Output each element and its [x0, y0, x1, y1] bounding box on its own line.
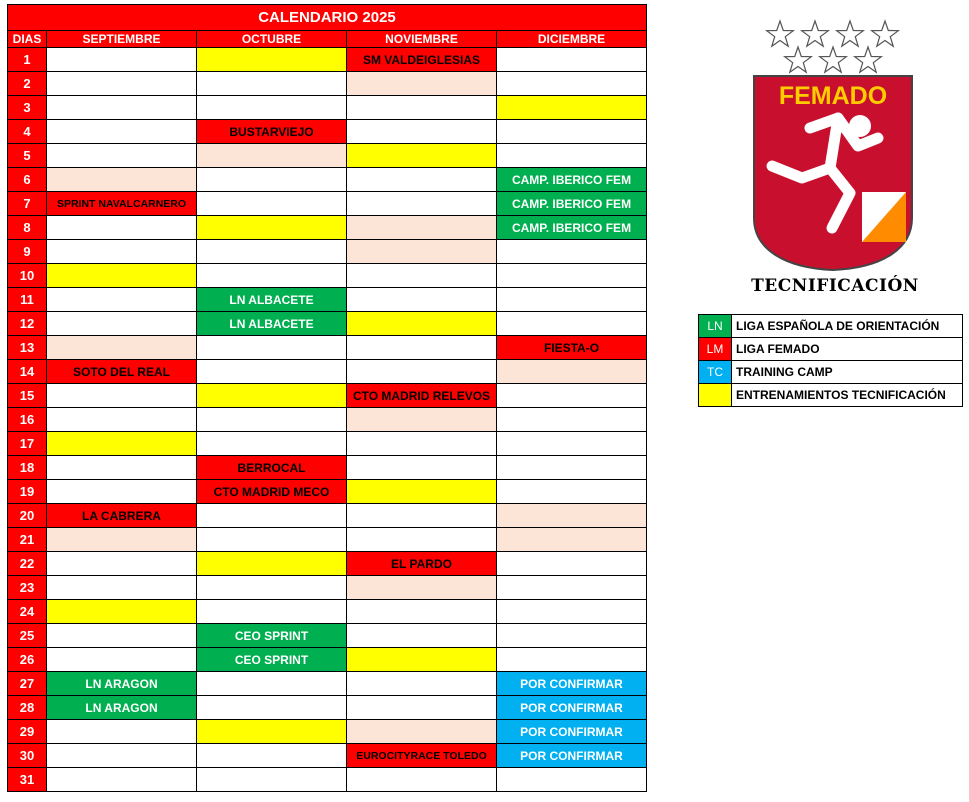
- calendar-cell: SPRINT NAVALCARNERO: [47, 192, 197, 216]
- legend-code: LN: [699, 315, 732, 338]
- day-number: 23: [8, 576, 47, 600]
- calendar-cell: [197, 192, 347, 216]
- legend-code: TC: [699, 361, 732, 384]
- header-octubre: OCTUBRE: [197, 31, 347, 48]
- calendar-cell: CTO MADRID RELEVOS: [347, 384, 497, 408]
- calendar-cell: CAMP. IBERICO FEM: [497, 168, 647, 192]
- legend-code: [699, 384, 732, 407]
- day-number: 29: [8, 720, 47, 744]
- calendar-row: [8, 720, 647, 744]
- calendar-cell: LN ALBACETE: [197, 288, 347, 312]
- calendar-row: [8, 744, 647, 768]
- calendar-cell: [197, 576, 347, 600]
- calendar-cell: CEO SPRINT: [197, 648, 347, 672]
- legend-row: [699, 315, 963, 338]
- calendar-row: [8, 480, 647, 504]
- calendar-table: [7, 4, 647, 792]
- calendar-cell: CEO SPRINT: [197, 624, 347, 648]
- day-number: 24: [8, 600, 47, 624]
- calendar-row: [8, 192, 647, 216]
- legend-body: [699, 315, 963, 407]
- calendar-cell: [47, 480, 197, 504]
- day-number: 6: [8, 168, 47, 192]
- day-number: 15: [8, 384, 47, 408]
- day-number: 9: [8, 240, 47, 264]
- day-number: 8: [8, 216, 47, 240]
- day-number: 25: [8, 624, 47, 648]
- legend-label: LIGA ESPAÑOLA DE ORIENTACIÓN: [732, 315, 963, 338]
- calendar-row: [8, 408, 647, 432]
- calendar-cell: [497, 504, 647, 528]
- calendar-cell: [497, 96, 647, 120]
- calendar-cell: [497, 432, 647, 456]
- orienteering-flag-icon: [862, 192, 906, 242]
- calendar-cell: [47, 648, 197, 672]
- calendar-cell: [347, 696, 497, 720]
- calendar-cell: [347, 480, 497, 504]
- calendar-cell: [47, 720, 197, 744]
- calendar-cell: [347, 504, 497, 528]
- calendar-cell: [347, 720, 497, 744]
- day-number: 14: [8, 360, 47, 384]
- calendar-cell: [47, 336, 197, 360]
- calendar-row: [8, 96, 647, 120]
- calendar-cell: [347, 96, 497, 120]
- calendar-cell: [497, 264, 647, 288]
- calendar-cell: [497, 288, 647, 312]
- calendar-cell: [47, 312, 197, 336]
- calendar-cell: [197, 408, 347, 432]
- calendar-cell: [497, 360, 647, 384]
- calendar-cell: [347, 192, 497, 216]
- day-number: 28: [8, 696, 47, 720]
- calendar-cell: [47, 552, 197, 576]
- calendar-cell: [197, 240, 347, 264]
- calendar-cell: [47, 288, 197, 312]
- calendar-cell: [347, 312, 497, 336]
- calendar-cell: [47, 768, 197, 792]
- calendar-cell: [497, 384, 647, 408]
- calendar-cell: CAMP. IBERICO FEM: [497, 192, 647, 216]
- calendar-cell: [497, 648, 647, 672]
- calendar-row: [8, 144, 647, 168]
- calendar-cell: [497, 240, 647, 264]
- calendar-cell: [347, 360, 497, 384]
- calendar-cell: CAMP. IBERICO FEM: [497, 216, 647, 240]
- calendar-row: [8, 456, 647, 480]
- calendar-cell: [497, 48, 647, 72]
- calendar-cell: LN ARAGON: [47, 672, 197, 696]
- header-septiembre: SEPTIEMBRE: [47, 31, 197, 48]
- calendar-cell: [347, 408, 497, 432]
- calendar-cell: [497, 768, 647, 792]
- calendar-cell: [47, 408, 197, 432]
- day-number: 13: [8, 336, 47, 360]
- calendar-cell: [497, 552, 647, 576]
- day-number: 5: [8, 144, 47, 168]
- calendar-cell: [197, 768, 347, 792]
- calendar-cell: [497, 576, 647, 600]
- calendar-cell: FIESTA-O: [497, 336, 647, 360]
- calendar-cell: [47, 384, 197, 408]
- calendar-cell: [47, 744, 197, 768]
- calendar-cell: LN ALBACETE: [197, 312, 347, 336]
- calendar-cell: [197, 360, 347, 384]
- day-number: 22: [8, 552, 47, 576]
- calendar-cell: [347, 168, 497, 192]
- calendar-cell: CTO MADRID MECO: [197, 480, 347, 504]
- calendar-row: [8, 288, 647, 312]
- calendar-cell: EUROCITYRACE TOLEDO: [347, 744, 497, 768]
- calendar-row: [8, 528, 647, 552]
- calendar-cell: [197, 696, 347, 720]
- calendar-cell: [197, 720, 347, 744]
- legend-label: LIGA FEMADO: [732, 338, 963, 361]
- calendar-cell: [197, 168, 347, 192]
- calendar-row: [8, 360, 647, 384]
- day-number: 10: [8, 264, 47, 288]
- day-number: 2: [8, 72, 47, 96]
- logo-caption: TECNIFICACIÓN: [751, 276, 919, 296]
- day-number: 3: [8, 96, 47, 120]
- legend-table: [698, 314, 963, 407]
- calendar-cell: [347, 264, 497, 288]
- calendar-cell: [347, 240, 497, 264]
- calendar-cell: [497, 120, 647, 144]
- calendar-cell: [497, 72, 647, 96]
- calendar-row: [8, 552, 647, 576]
- calendar-cell: [47, 96, 197, 120]
- calendar-cell: [197, 48, 347, 72]
- calendar-row: [8, 504, 647, 528]
- calendar-row: [8, 432, 647, 456]
- legend-row: [699, 384, 963, 407]
- calendar-cell: [497, 456, 647, 480]
- calendar-cell: [197, 384, 347, 408]
- calendar-cell: [347, 672, 497, 696]
- calendar-body: [8, 48, 647, 792]
- calendar-cell: [347, 600, 497, 624]
- calendar-cell: [347, 648, 497, 672]
- calendar-row: [8, 216, 647, 240]
- calendar-cell: BUSTARVIEJO: [197, 120, 347, 144]
- calendar-cell: [197, 144, 347, 168]
- calendar-cell: [497, 144, 647, 168]
- calendar-row: [8, 168, 647, 192]
- calendar-row: [8, 384, 647, 408]
- calendar-cell: [47, 48, 197, 72]
- calendar-cell: [197, 216, 347, 240]
- day-number: 21: [8, 528, 47, 552]
- logo-text: FEMADO: [778, 82, 888, 110]
- calendar-cell: [47, 120, 197, 144]
- calendar-cell: [347, 120, 497, 144]
- calendar-row: [8, 648, 647, 672]
- calendar-cell: [47, 528, 197, 552]
- day-number: 19: [8, 480, 47, 504]
- calendar-cell: [197, 600, 347, 624]
- day-number: 30: [8, 744, 47, 768]
- calendar-row: [8, 600, 647, 624]
- calendar-cell: POR CONFIRMAR: [497, 696, 647, 720]
- day-number: 27: [8, 672, 47, 696]
- calendar-cell: [197, 552, 347, 576]
- day-number: 17: [8, 432, 47, 456]
- calendar-cell: [497, 480, 647, 504]
- calendar-cell: [47, 216, 197, 240]
- calendar-cell: EL PARDO: [347, 552, 497, 576]
- calendar-cell: [347, 768, 497, 792]
- calendar-cell: [47, 144, 197, 168]
- calendar-cell: [197, 672, 347, 696]
- calendar-cell: [47, 456, 197, 480]
- calendar-cell: [497, 528, 647, 552]
- calendar-cell: [197, 744, 347, 768]
- calendar-cell: [347, 72, 497, 96]
- calendar-cell: [197, 96, 347, 120]
- legend-label: ENTRENAMIENTOS TECNIFICACIÓN: [732, 384, 963, 407]
- calendar-cell: BERROCAL: [197, 456, 347, 480]
- calendar-row: [8, 240, 647, 264]
- calendar-cell: POR CONFIRMAR: [497, 672, 647, 696]
- calendar-cell: [497, 312, 647, 336]
- calendar-cell: [347, 336, 497, 360]
- legend-code: LM: [699, 338, 732, 361]
- femado-logo: [750, 18, 920, 300]
- calendar-row: [8, 672, 647, 696]
- calendar-cell: [197, 336, 347, 360]
- day-number: 18: [8, 456, 47, 480]
- calendar-cell: SOTO DEL REAL: [47, 360, 197, 384]
- calendar-cell: [347, 288, 497, 312]
- calendar-row: [8, 120, 647, 144]
- calendar-cell: POR CONFIRMAR: [497, 720, 647, 744]
- calendar-cell: [197, 432, 347, 456]
- day-number: 31: [8, 768, 47, 792]
- day-number: 4: [8, 120, 47, 144]
- day-number: 7: [8, 192, 47, 216]
- calendar-row: [8, 264, 647, 288]
- calendar-row: [8, 72, 647, 96]
- calendar-row: [8, 768, 647, 792]
- calendar-cell: [197, 72, 347, 96]
- calendar-cell: [47, 432, 197, 456]
- legend-label: TRAINING CAMP: [732, 361, 963, 384]
- calendar-cell: [347, 216, 497, 240]
- calendar-cell: [47, 168, 197, 192]
- calendar-cell: POR CONFIRMAR: [497, 744, 647, 768]
- calendar-cell: [47, 600, 197, 624]
- calendar-cell: [347, 456, 497, 480]
- calendar-cell: [497, 624, 647, 648]
- header-dias: DIAS: [8, 31, 47, 48]
- header-diciembre: DICIEMBRE: [497, 31, 647, 48]
- calendar-cell: [47, 576, 197, 600]
- calendar-cell: [47, 624, 197, 648]
- calendar-row: [8, 576, 647, 600]
- calendar-cell: [497, 408, 647, 432]
- calendar-cell: LN ARAGON: [47, 696, 197, 720]
- day-number: 16: [8, 408, 47, 432]
- legend-row: [699, 338, 963, 361]
- day-number: 12: [8, 312, 47, 336]
- calendar-cell: [197, 528, 347, 552]
- calendar-cell: [347, 624, 497, 648]
- calendar-row: [8, 312, 647, 336]
- calendar-cell: [47, 72, 197, 96]
- day-number: 1: [8, 48, 47, 72]
- calendar-cell: [347, 576, 497, 600]
- calendar-cell: [197, 264, 347, 288]
- calendar-row: [8, 336, 647, 360]
- stars-icon: [767, 21, 899, 72]
- calendar-row: [8, 624, 647, 648]
- header-noviembre: NOVIEMBRE: [347, 31, 497, 48]
- day-number: 26: [8, 648, 47, 672]
- calendar-cell: [497, 600, 647, 624]
- calendar-row: [8, 696, 647, 720]
- calendar-cell: [347, 528, 497, 552]
- calendar-cell: [197, 504, 347, 528]
- day-number: 20: [8, 504, 47, 528]
- day-number: 11: [8, 288, 47, 312]
- calendar-cell: LA CABRERA: [47, 504, 197, 528]
- calendar-cell: [347, 432, 497, 456]
- calendar-cell: [347, 144, 497, 168]
- legend-row: [699, 361, 963, 384]
- calendar-cell: [47, 264, 197, 288]
- calendar-title: CALENDARIO 2025: [8, 5, 647, 31]
- calendar-cell: [47, 240, 197, 264]
- calendar-cell: SM VALDEIGLESIAS: [347, 48, 497, 72]
- calendar-row: [8, 48, 647, 72]
